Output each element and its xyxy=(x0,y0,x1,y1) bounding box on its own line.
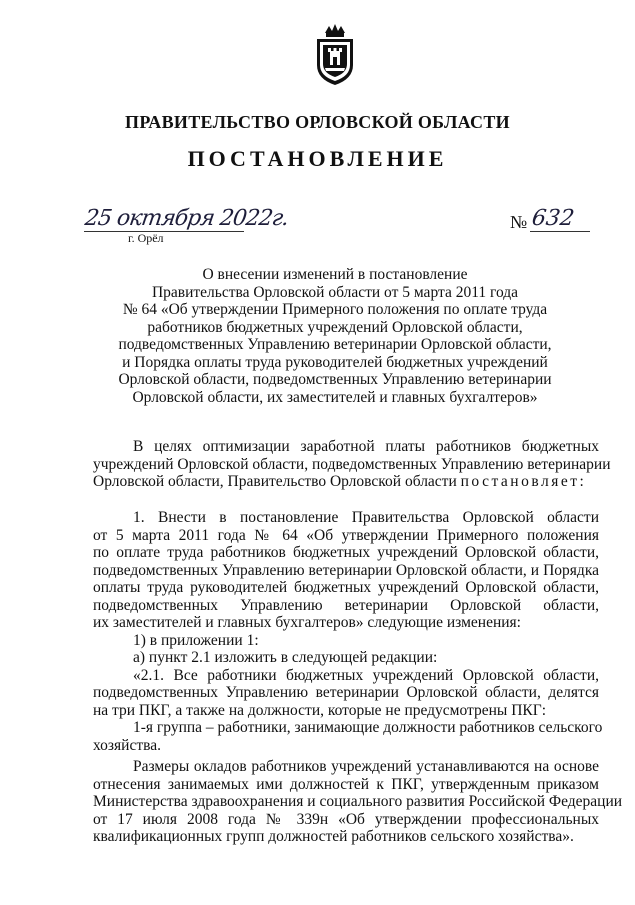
decree-word: постановляет: xyxy=(460,473,587,490)
number-sign: № xyxy=(510,212,528,232)
text-line: «2.1. Все работники бюджетных учреждений Орловской области, xyxy=(133,666,599,684)
subitem-1a: а) пункт 2.1 изложить в следующей редакции: xyxy=(133,649,438,666)
document-subject xyxy=(100,266,570,406)
text-line: оплаты труда руководителей бюджетных учреждений Орловской области, xyxy=(93,579,599,596)
coat-of-arms-icon xyxy=(313,21,357,87)
subject-line: подведомственных Управлению ветеринарии Орловской области, xyxy=(118,336,552,353)
text-line: учреждений Орловской области, подведомственных Управлению ветеринарии xyxy=(93,455,611,473)
subject-line: Правительства Орловской области от 5 марта 2011 года xyxy=(151,283,519,301)
subject-line: работников бюджетных учреждений Орловской области, xyxy=(147,318,523,336)
handwritten-number: 632 xyxy=(530,206,576,231)
text-line: отнесения занимаемых ими должностей к ПКГ, утвержденным приказом xyxy=(93,775,599,793)
text-line: подведомственных Управлению ветеринарии Орловской области, делятся xyxy=(93,684,599,701)
subject-line: № 64 «Об утверждении Примерного положения по оплате труда xyxy=(122,301,548,318)
item-1-paragraph xyxy=(93,509,603,754)
text-line: хозяйства. xyxy=(93,736,161,754)
intro-paragraph xyxy=(93,438,611,491)
salaries-paragraph xyxy=(93,758,623,846)
text-line: их заместителей и главных бухгалтеров» следующие изменения: xyxy=(93,614,521,631)
text-line: по оплате труда работников бюджетных учреждений Орловской области, xyxy=(93,544,599,561)
subject-line: и Порядка оплаты труда руководителей бюджетных учреждений xyxy=(122,353,548,371)
date-underline xyxy=(84,231,244,232)
government-title: ПРАВИТЕЛЬСТВО ОРЛОВСКОЙ ОБЛАСТИ xyxy=(125,112,510,132)
number-underline xyxy=(530,231,590,232)
handwritten-date: 25 октября 2022г. xyxy=(83,206,290,231)
text-line: подведомственных Управлению ветеринарии Орловской области, xyxy=(93,596,599,614)
subitem-1: 1) в приложении 1: xyxy=(133,631,259,649)
text-line: В целях оптимизации заработной платы работников бюджетных xyxy=(133,438,599,455)
document-type: ПОСТАНОВЛЕНИЕ xyxy=(187,146,448,171)
text-line: на три ПКГ, а также на должности, которые не предусмотрены ПКГ: xyxy=(93,701,547,719)
subject-line: Орловской области, подведомственных Управлению ветеринарии xyxy=(118,371,552,388)
text-line xyxy=(93,473,599,491)
text-line: подведомственных Управлению ветеринарии Орловской области, и Порядка xyxy=(93,561,599,579)
text-line: квалификационных групп должностей работников сельского хозяйства». xyxy=(93,828,574,845)
text-line: от 5 марта 2011 года № 64 «Об утверждении Примерного положения xyxy=(93,526,599,544)
subject-line: О внесении изменений в постановление xyxy=(202,266,468,283)
intro-text: Орловской области, Правительство Орловской области xyxy=(93,473,457,490)
text-line: 1-я группа – работники, занимающие должности работников сельского xyxy=(133,719,603,736)
text-line: 1. Внести в постановление Правительства Орловской области xyxy=(133,509,599,526)
city-label: г. Орёл xyxy=(128,231,164,245)
text-line: Министерства здравоохранения и социального развития Российской Федерации xyxy=(93,793,623,810)
subject-line: Орловской области, их заместителей и главных бухгалтеров» xyxy=(132,388,538,406)
text-line: от 17 июля 2008 года № 339н «Об утверждении профессиональных xyxy=(93,810,599,828)
text-line: Размеры окладов работников учреждений устанавливаются на основе xyxy=(133,758,599,775)
